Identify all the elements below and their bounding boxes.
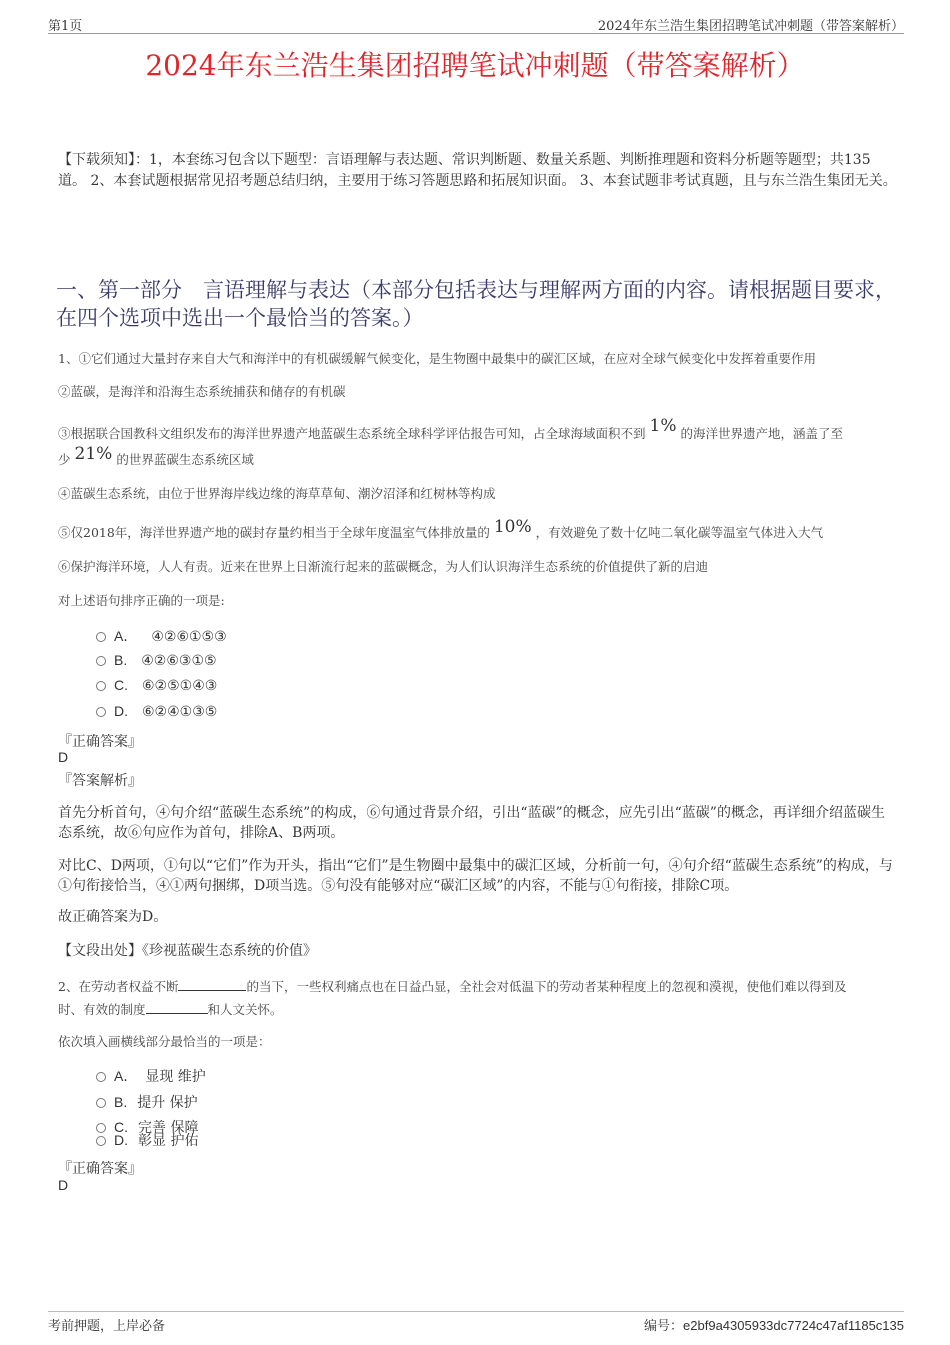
q2-option-a[interactable] [96,1066,206,1086]
q2-stem-line-2 [58,1000,283,1018]
footer-code [644,1315,904,1334]
q1-sentence-3-part-c: 少 [58,452,71,467]
q1-analysis-paragraph-2: 对比C、D两项，①句以“它们”作为开头，指出“它们”是生物圈中最集中的碳汇区域，分析前一句，④句介绍“蓝碳生态系统”的构成，与①句衔接恰当，④①两句捆绑，D项当选。⑤句没有能够对应“碳汇区域”的内容，不能与①句衔接，排除C项。 [58,858,893,894]
q2-answer-label: 『正确答案』 [58,1161,142,1177]
q1-sentence-5-part-b: ，有效避免了数十亿吨二氧化碳等温室气体进入大气 [535,525,824,540]
q2-stem-part-b: 的当下，一些权利痛点也在日益凸显，全社会对低温下的劳动者某种程度上的忽视和漠视，使他们难以得到及 [246,979,847,994]
q1-option-c[interactable] [96,677,217,694]
q1-analysis-paragraph-1: 首先分析首句，④句介绍“蓝碳生态系统”的构成，⑥句通过背景介绍，引出“蓝碳”的概念，应先引出“蓝碳”的概念，再详细介绍蓝碳生态系统，故⑥句应作为首句，排除A、B两项。 [58,805,885,841]
q1-analysis-label: 『答案解析』 [58,773,142,789]
header-doc-title: 2024年东兰浩生集团招聘笔试冲刺题（带答案解析） [597,19,904,34]
section-heading: 一、第一部分 言语理解与表达（本部分包括表达与理解两方面的内容。请根据题目要求，在四个选项中选出一个最恰当的答案。） [56,278,896,330]
option-letter: B. [114,1094,128,1110]
option-letter: A． [114,1068,138,1084]
q1-answer-value: D [58,749,69,765]
q1-answer-label: 『正确答案』 [58,734,142,750]
footer-code-label: 编号： [644,1319,684,1334]
percent-1: 1% [649,416,677,436]
blank-2 [146,1001,208,1014]
option-text: 提升 保护 [137,1095,198,1111]
q1-sentence-3-cont [58,444,254,469]
option-text: 显现 维护 [145,1069,206,1085]
q1-analysis-paragraph-3: 故正确答案为D。 [58,909,168,925]
q1-sentence-1: 1、①它们通过大量封存来自大气和海洋中的有机碳缓解气候变化，是生物圈中最集中的碳汇区域，在应对全球气候变化中发挥着重要作用 [58,351,816,366]
q1-sentence-3-part-b: 的海洋世界遗产地，涵盖了至 [680,426,844,441]
radio-icon[interactable] [96,1136,106,1146]
footer-divider [48,1311,904,1312]
q1-prompt: 对上述语句排序正确的一项是: [58,593,225,608]
radio-icon[interactable] [96,1098,106,1108]
q1-sentence-4: ④蓝碳生态系统，由位于世界海岸线边缘的海草草甸、潮汐沼泽和红树林等构成 [58,486,496,501]
radio-icon[interactable] [96,707,106,717]
q1-option-d[interactable] [96,703,217,720]
option-text: 彰显 护佑 [138,1133,199,1149]
q2-stem-part-c: 时、有效的制度 [58,1002,146,1017]
footer-code-value: e2bf9a4305933dc7724c47af1185c135 [683,1318,904,1333]
percent-2: 21% [74,444,113,464]
q1-sentence-5 [58,517,824,542]
footer-slogan: 考前押题，上岸必备 [48,1319,166,1334]
option-letter: A． [114,628,138,644]
q1-option-b[interactable] [96,652,217,669]
q2-option-d[interactable] [96,1130,198,1150]
q2-stem-part-d: 和人文关怀。 [207,1002,283,1017]
blank-1 [178,978,246,991]
q2-prompt: 依次填入画横线部分最恰当的一项是： [58,1034,271,1049]
q2-stem-line-1 [58,977,846,995]
percent-3: 10% [493,517,532,537]
option-letter: C. [114,1119,128,1135]
q1-sentence-3-part-d: 的世界蓝碳生态系统区域 [116,452,254,467]
option-letter: D. [114,703,128,719]
q1-option-a[interactable] [96,626,227,646]
q2-answer-value: D [58,1177,69,1193]
radio-icon[interactable] [96,681,106,691]
q1-sentence-3-part-a: ③根据联合国教科文组织发布的海洋世界遗产地蓝碳生态系统全球科学评估报告可知，占全球海域面积不到 [58,426,646,441]
option-letter: D. [114,1132,128,1148]
header-divider [48,33,904,34]
q2-stem-part-a: 2、在劳动者权益不断 [58,979,179,994]
q1-sentence-5-part-a: ⑤仅2018年，海洋世界遗产地的碳封存量约相当于全球年度温室气体排放量的 [58,525,490,540]
option-text: 完善 保障 [138,1120,199,1136]
option-text: ④②⑥①⑤③ [151,629,227,645]
q1-source: 【文段出处】《珍视蓝碳生态系统的价值》 [58,943,317,959]
radio-icon[interactable] [96,632,106,642]
radio-icon[interactable] [96,1072,106,1082]
q2-option-b[interactable] [96,1092,198,1112]
option-letter: B. [114,652,128,668]
option-text: ⑥②⑤①④③ [142,678,218,694]
page-number: 第1页 [48,19,83,34]
q1-sentence-3 [58,416,844,443]
q1-sentence-2: ②蓝碳，是海洋和沿海生态系统捕获和储存的有机碳 [58,384,346,399]
download-notice: 【下载须知】：1，本套练习包含以下题型：言语理解与表达题、常识判断题、数量关系题、判断推理题和资料分析题等题型；共135道。 2、本套试题根据常见招考题总结归纳，主要用于练习答题思路和拓展知识面。 3、本套试题非考试真题，且与东兰浩生集团无关。 [58,152,897,189]
radio-icon[interactable] [96,656,106,666]
option-letter: C. [114,677,128,693]
option-text: ④②⑥③①⑤ [141,653,217,669]
document-title: 2024年东兰浩生集团招聘笔试冲刺题（带答案解析） [145,49,805,82]
q1-sentence-6: ⑥保护海洋环境，人人有责。近来在世界上日渐流行起来的蓝碳概念，为人们认识海洋生态系统的价值提供了新的启迪 [58,559,709,574]
option-text: ⑥②④①③⑤ [142,704,218,720]
